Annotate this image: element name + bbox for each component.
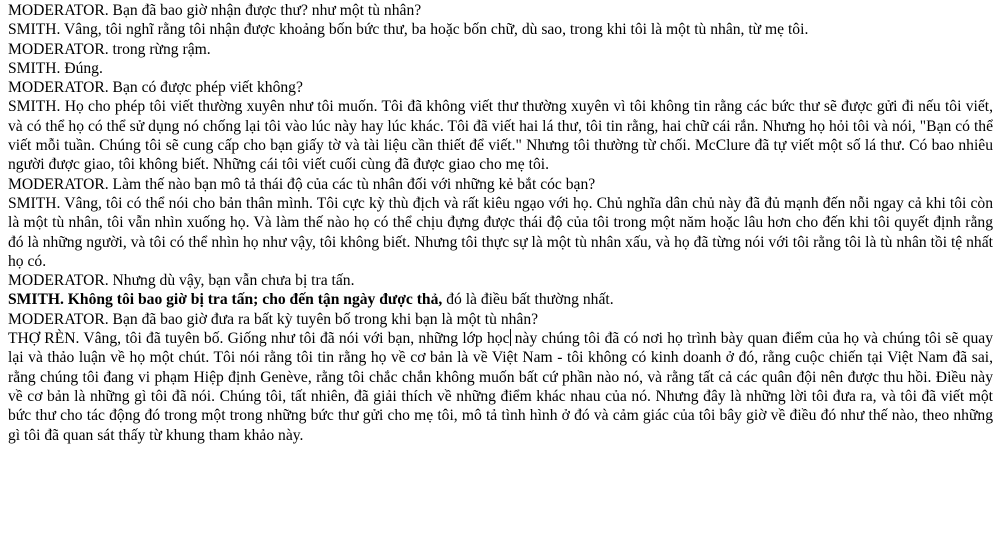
text-before-cursor: THỢ RÈN. Vâng, tôi đã tuyên bố. Giống như tôi đã nói với bạn, những lớp học: [8, 330, 510, 348]
statement-remainder: đó là điều bất thường nhất.: [442, 291, 614, 309]
paragraph-smith-a4: SMITH. Vâng, tôi có thể nói cho bản thân mình. Tôi cực kỳ thù địch và rất kiêu ngạo với họ. Chủ nghĩa dân chủ này đã đủ mạnh đến nỗi ngay cả khi tôi còn là một tù nhân, tôi vẫn nhìn xuống họ. Và làm thế nào họ có thể chịu đựng được thái độ của tôi trong một năm hoặc lâu hơn cho đến khi tôi quyết định rằng đó là những người, và tôi có thể nhìn họ như vậy, tôi không biết. Nhưng tôi thực sự là một tù nhân xấu, và họ đã từng nói với tôi rằng tôi là tù nhân tồi tệ nhất họ có.: [8, 194, 993, 270]
document-body[interactable]: [8, 1, 993, 445]
paragraph-moderator-q3: MODERATOR. Bạn có được phép viết không?: [8, 79, 303, 97]
bold-statement: SMITH. Không tôi bao giờ bị tra tấn; cho đến tận ngày được thả,: [8, 291, 443, 309]
paragraph-smith-a1: SMITH. Vâng, tôi nghĩ rằng tôi nhận được khoảng bốn bức thư, ba hoặc bốn chữ, dù sao, trong khi tôi là một tù nhân, từ mẹ tôi.: [8, 21, 809, 39]
paragraph-moderator-q4: MODERATOR. Làm thế nào bạn mô tả thái độ của các tù nhân đối với những kẻ bắt cóc bạn?: [8, 175, 596, 193]
paragraph-moderator-q5: MODERATOR. Nhưng dù vậy, bạn vẫn chưa bị tra tấn.: [8, 272, 355, 290]
paragraph-moderator-q6: MODERATOR. Bạn đã bao giờ đưa ra bất kỳ tuyên bố trong khi bạn là một tù nhân?: [8, 310, 539, 328]
text-after-cursor: này chúng tôi đã có nơi họ trình bày quan điểm của họ và chúng tôi sẽ quay lại và thảo luận về họ một chút. Tôi nói rằng tôi tin rằng họ về cơ bản là về Việt Nam - tôi không có kinh doanh ở đó, rằng cuộc chiến tại Việt Nam đã sai, rằng chúng tôi đang vi phạm Hiệp định Genève, rằng tôi chắc chắn không muốn bất cứ phần nào nó, và rằng tất cả các quân đội nên được thu hồi. Điều này về cơ bản là những gì tôi đã nói. Chúng tôi, tất nhiên, đã giải thích về những điểm khác nhau của nó. Nhưng đây là những lời tôi đưa ra, và tôi đã viết một bức thư cho tác động đó trong một trong những bức thư gửi cho mẹ tôi, mô tả tình hình ở đó và cảm giác của tôi bây giờ về điều đó như thế nào, theo những gì tôi đã quan sát thấy từ khung tham khảo này.: [8, 330, 993, 444]
paragraph-smith-a5: [8, 290, 993, 309]
paragraph-smith-a6: [8, 329, 993, 445]
paragraph-moderator-q2: MODERATOR. trong rừng rậm.: [8, 40, 211, 58]
paragraph-smith-a3: SMITH. Họ cho phép tôi viết thường xuyên như tôi muốn. Tôi đã không viết thư thường xuyên vì tôi không tin rằng các bức thư sẽ được gửi đi nếu tôi viết, và có thể họ có thể sử dụng nó chống lại tôi vào lúc này hay lúc khác. Tôi đã viết hai lá thư, tôi tin rằng, hai chữ cái rắn. Nhưng họ hỏi tôi và nói, "Bạn có thể viết mỗi tuần. Chúng tôi sẽ cung cấp cho bạn giấy tờ và tài liệu cần thiết để viết." Nhưng tôi thường từ chối. McClure đã tự viết một số lá thư. Có bao nhiêu người được giao, tôi không biết. Những cái tôi viết cuối cùng đã được giao cho mẹ tôi.: [8, 98, 993, 174]
paragraph-moderator-q1: MODERATOR. Bạn đã bao giờ nhận được thư? như một tù nhân?: [8, 2, 422, 19]
paragraph-smith-a2: SMITH. Đúng.: [8, 59, 103, 77]
